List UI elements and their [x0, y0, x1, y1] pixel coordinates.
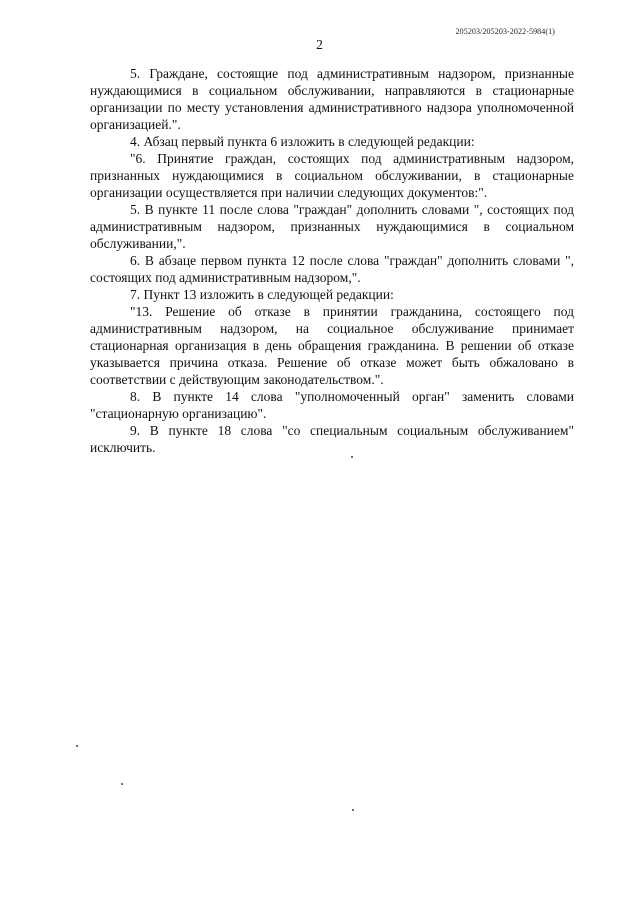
scan-speck	[76, 745, 78, 747]
scan-speck	[121, 783, 123, 785]
document-body	[90, 65, 574, 456]
paragraph-new-item-13: "13. Решение об отказе в принятии гражданина, состоящего под административным надзором, на социальное обслуживание принимает стационарная организация в день обращения гражданина. В решении об отказе указывается причина отказа. Решение об отказе может быть обжаловано в соответствии с действующим законодательством.".	[90, 304, 574, 387]
paragraph-new-item-6: "6. Принятие граждан, состоящих под административным надзором, признанных нуждающимися в социальном обслуживании, в стационарные организации осуществляется при наличии следующих документов:".	[90, 151, 574, 200]
page-number: 2	[316, 37, 323, 52]
scan-speck	[352, 809, 354, 811]
paragraph-amendment-4: 4. Абзац первый пункта 6 изложить в следующей редакции:	[130, 134, 475, 149]
paragraph-amendment-5: 5. В пункте 11 после слова "граждан" дополнить словами ", состоящих под административным надзором, признанных нуждающимися в социальном обслуживании,".	[90, 202, 574, 251]
paragraph-amendment-8: 8. В пункте 14 слова "уполномоченный орган" заменить словами "стационарную организацию".	[90, 389, 574, 421]
paragraph-item-5-citizens: 5. Граждане, состоящие под административным надзором, признанные нуждающимися в социальном обслуживании, направляются в стационарные организации по месту установления административного надзора уполномоченной организацией.".	[90, 66, 574, 132]
document-id: 205203/205203-2022-5984(1)	[455, 27, 555, 36]
scan-speck	[351, 456, 353, 458]
paragraph-amendment-6: 6. В абзаце первом пункта 12 после слова "граждан" дополнить словами ", состоящих под административным надзором,".	[90, 253, 574, 285]
paragraph-amendment-7: 7. Пункт 13 изложить в следующей редакции:	[130, 287, 394, 302]
paragraph-amendment-9: 9. В пункте 18 слова "со специальным социальным обслуживанием" исключить.	[90, 423, 574, 455]
